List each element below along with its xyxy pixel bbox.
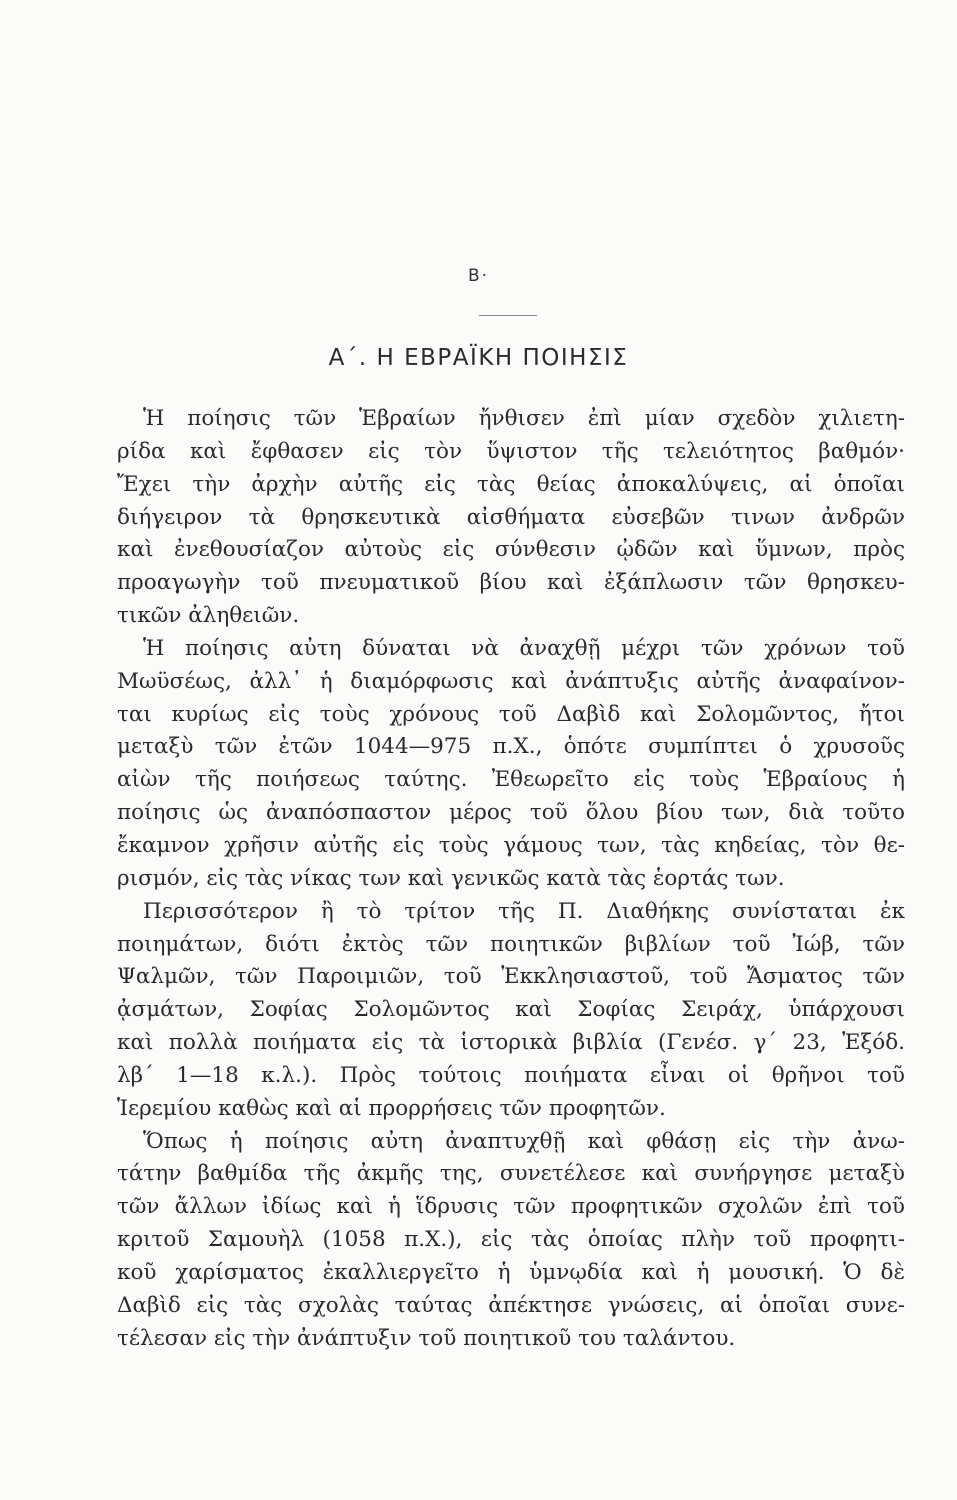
text-line: κριτοῦ Σαμουὴλ (1058 π.Χ.), εἰς τὰς ὁποίας πλὴν τοῦ προφητι- — [117, 1227, 905, 1253]
text-line: Περισσότερον ἢ τὸ τρίτον τῆς Π. Διαθήκης συνίσταται ἐκ — [143, 898, 905, 924]
page-marker: Β· — [467, 266, 490, 286]
text-line: προαγωγὴν τοῦ πνευματικοῦ βίου καὶ ἐξάπλωσιν τῶν θρησκευ- — [117, 570, 905, 596]
text-line: Ἡ ποίησις τῶν Ἑβραίων ἤνθισεν ἐπὶ μίαν σχεδὸν χιλιετη- — [143, 406, 905, 431]
paragraph — [117, 633, 905, 896]
text-line: ᾀσμάτων, Σοφίας Σολομῶντος καὶ Σοφίας Σειράχ, ὑπάρχουσι — [117, 997, 905, 1023]
separator-rule — [479, 315, 537, 316]
paragraph — [117, 403, 905, 633]
text-line: ἔκαμνον χρῆσιν αὐτῆς εἰς τοὺς γάμους των, τὰς κηδείας, τὸν θε- — [117, 832, 905, 858]
chapter-heading: Α΄. Η ΕΒΡΑΪΚΗ ΠΟΙΗΣΙΣ — [328, 345, 629, 371]
text-line: Ἡ ποίησις αὐτη δύναται νὰ ἀναχθῇ μέχρι τῶν χρόνων τοῦ — [143, 635, 905, 661]
body-text — [117, 403, 905, 1355]
text-line: κοῦ χαρίσματος ἐκαλλιεργεῖτο ἡ ὑμνῳδία καὶ ἡ μουσική. Ὁ δὲ — [117, 1259, 905, 1285]
text-line: Ὅπως ἡ ποίησις αὐτη ἀναπτυχθῇ καὶ φθάσῃ εἰς τὴν ἀνω- — [143, 1128, 905, 1154]
text-line: Ἔχει τὴν ἀρχὴν αὐτῆς εἰς τὰς θείας ἀποκαλύψεις, αἱ ὁποῖαι — [117, 471, 905, 497]
paragraph — [117, 896, 905, 1126]
text-line: αἰὼν τῆς ποιήσεως ταύτης. Ἐθεωρεῖτο εἰς τοὺς Ἑβραίους ἡ — [117, 767, 905, 793]
text-line: ποιημάτων, διότι ἐκτὸς τῶν ποιητικῶν βιβλίων τοῦ Ἰώβ, τῶν — [117, 931, 905, 957]
text-line: λβ΄ 1—18 κ.λ.). Πρὸς τούτοις ποιήματα εἶναι οἱ θρῆνοι τοῦ — [117, 1062, 905, 1088]
text-line: τέλεσαν εἰς τὴν ἀνάπτυξιν τοῦ ποιητικοῦ του ταλάντου. — [117, 1325, 736, 1351]
text-line: Ἱερεμίου καθὼς καὶ αἱ προρρήσεις τῶν προφητῶν. — [117, 1095, 666, 1121]
text-line: διήγειρον τὰ θρησκευτικὰ αἰσθήματα εὐσεβῶν τινων ἀνδρῶν — [117, 504, 905, 530]
text-line: Μωϋσέως, ἀλλ᾽ ἡ διαμόρφωσις καὶ ἀνάπτυξις αὐτῆς ἀναφαίνον- — [117, 668, 905, 694]
text-line: καὶ πολλὰ ποιήματα εἰς τὰ ἱστορικὰ βιβλία (Γενέσ. γ΄ 23, Ἐξόδ. — [117, 1030, 905, 1056]
paragraph — [117, 1126, 905, 1356]
text-line: τάτην βαθμίδα τῆς ἀκμῆς της, συνετέλεσε καὶ συνήργησε μεταξὺ — [117, 1161, 905, 1187]
text-line: ρίδα καὶ ἔφθασεν εἰς τὸν ὕψιστον τῆς τελειότητος βαθμόν· — [117, 438, 905, 464]
text-line: ται κυρίως εἰς τοὺς χρόνους τοῦ Δαβὶδ καὶ Σολομῶντος, ἤτοι — [117, 701, 905, 727]
text-line: ρισμόν, εἰς τὰς νίκας των καὶ γενικῶς κατὰ τὰς ἑορτάς των. — [117, 865, 785, 891]
text-line: Δαβὶδ εἰς τὰς σχολὰς ταύτας ἀπέκτησε γνώσεις, αἱ ὁποῖαι συνε- — [117, 1292, 905, 1318]
text-line: Ψαλμῶν, τῶν Παροιμιῶν, τοῦ Ἐκκλησιαστοῦ, τοῦ Ἄσματος τῶν — [117, 964, 905, 990]
text-line: καὶ ἐνεθουσίαζον αὐτοὺς εἰς σύνθεσιν ᾠδῶν καὶ ὕμνων, πρὸς — [117, 537, 905, 563]
text-line: τῶν ἄλλων ἰδίως καὶ ἡ ἵδρυσις τῶν προφητικῶν σχολῶν ἐπὶ τοῦ — [117, 1194, 905, 1220]
text-line: ποίησις ὡς ἀναπόσπαστον μέρος τοῦ ὅλου βίου των, διὰ τοῦτο — [117, 800, 905, 826]
text-line: τικῶν ἀληθειῶν. — [117, 603, 300, 629]
text-line: μεταξὺ τῶν ἐτῶν 1044—975 π.Χ., ὁπότε συμπίπτει ὁ χρυσοῦς — [117, 734, 905, 760]
